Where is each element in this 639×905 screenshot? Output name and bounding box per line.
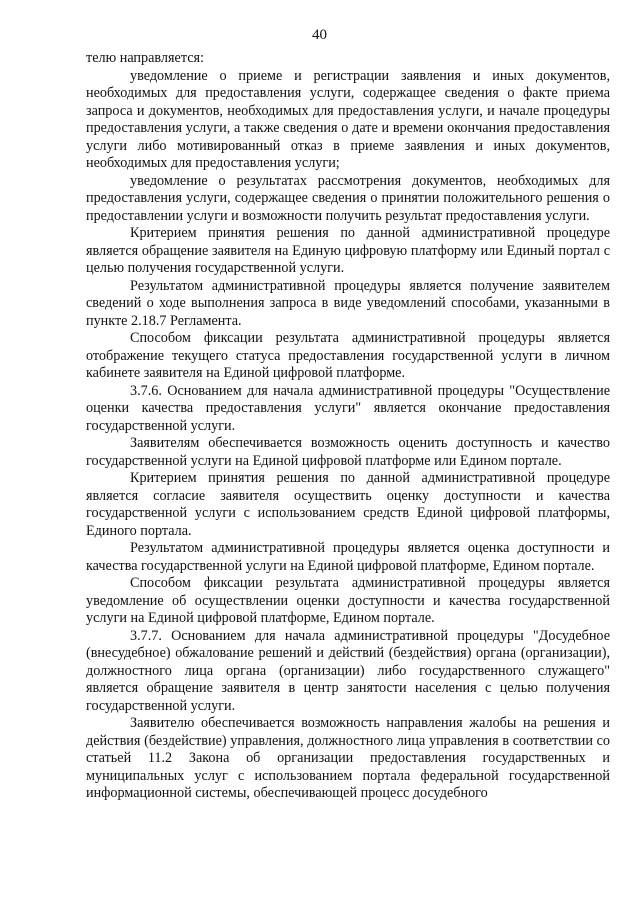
paragraph-criterion-2: Критерием принятия решения по данной административной процедуре является согласие заявителя осуществить оценку доступности и качества государственной услуги с использованием средств Единой цифровой платформы, Единого портала. — [86, 470, 610, 539]
paragraph-result-2: Результатом административной процедуры является оценка доступности и качества государственной услуги на Единой цифровой платформе, Едином портале. — [86, 540, 610, 574]
paragraph-section-3-7-7: 3.7.7. Основанием для начала административной процедуры "Досудебное (внесудебное) обжалование решений и действий (бездействия) органа (организации), должностного лица органа (организации) либо государственного служащего" является обращение заявителя в центр занятости населения с целью получения государственной услуги. — [86, 627, 610, 714]
paragraph-continuation: телю направляется: — [86, 50, 204, 66]
paragraph-complaint-possibility: Заявителю обеспечивается возможность направления жалобы на решения и действия (бездействие) управления, должностного лица управления в соответствии со статьей 11.2 Закона об организации предоставления государственных и муниципальных услуг с использованием портала федеральной государственной информационной системы, обеспечивающей процесс досудебного — [86, 715, 610, 801]
paragraph-section-3-7-6: 3.7.6. Основанием для начала административной процедуры "Осуществление оценки качества предоставления услуги" является окончание предоставления государственной услуги. — [86, 382, 610, 434]
paragraph-notice-registration: уведомление о приеме и регистрации заявления и иных документов, необходимых для предоставления услуги, содержащее сведения о факте приема запроса и документов, необходимых для предоставления услуги, и начале процедуры предоставления услуги, а также сведения о дате и времени окончания предоставления услуги либо мотивированный отказ в приеме заявления и иных документов, необходимых для предоставления услуги; — [86, 67, 610, 171]
paragraph-notice-results: уведомление о результатах рассмотрения документов, необходимых для предоставления услуги, содержащее сведения о принятии положительного решения о предоставлении услуги и возможности получить результат предоставления услуги. — [86, 172, 610, 224]
paragraph-fixation-1: Способом фиксации результата административной процедуры является отображение текущего статуса предоставления государственной услуги в личном кабинете заявителя на Единой цифровой платформе. — [86, 330, 610, 381]
page-number: 40 — [312, 27, 327, 43]
paragraph-result-1: Результатом административной процедуры является получение заявителем сведений о ходе выполнения запроса в виде уведомлений способами, указанными в пункте 2.18.7 Регламента. — [86, 277, 610, 329]
paragraph-fixation-2: Способом фиксации результата административной процедуры является уведомление об осуществлении оценки доступности и качества государственной услуги на Единой цифровой платформе, Едином портале. — [86, 575, 610, 626]
document-body — [86, 50, 610, 803]
paragraph-criterion-1: Критерием принятия решения по данной административной процедуре является обращение заявителя на Единую цифровую платформу или Единый портал с целью получения государственной услуги. — [86, 225, 610, 276]
paragraph-evaluation-possibility: Заявителям обеспечивается возможность оценить доступность и качество государственной услуги на Единой цифровой платформе или Едином портале. — [86, 435, 610, 469]
